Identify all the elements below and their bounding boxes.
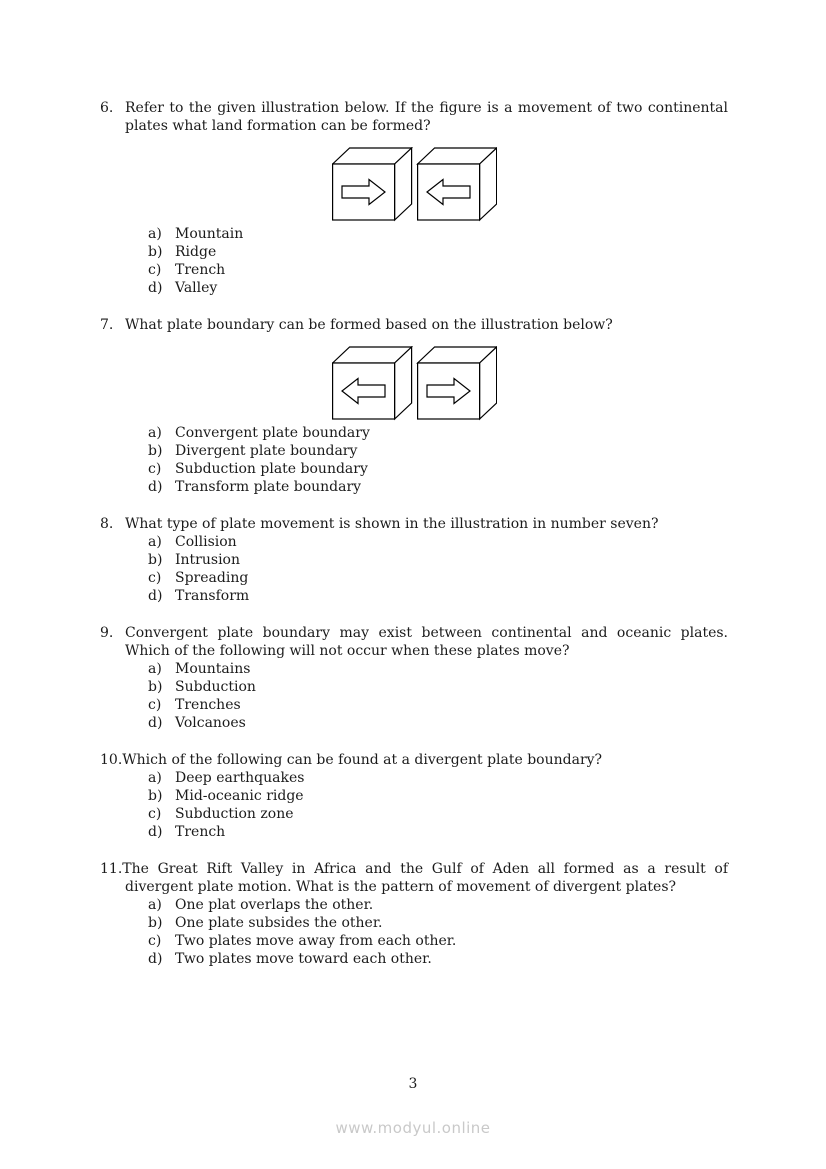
left-block: [332, 148, 411, 220]
choice-label: a): [148, 897, 162, 913]
choice-label: a): [148, 534, 162, 550]
choice-text: Divergent plate boundary: [175, 443, 358, 459]
choices: [148, 533, 728, 605]
choice: [148, 279, 728, 297]
choice-label: a): [148, 770, 162, 786]
choice: [148, 460, 728, 478]
choice-text: Deep earthquakes: [175, 770, 305, 786]
choice-label: c): [148, 933, 162, 949]
choice-label: c): [148, 461, 162, 477]
choice: [148, 551, 728, 569]
question-head: [100, 316, 728, 334]
question-text: Refer to the given illustration below. If the figure is a movement of two continental plates what land formation can be formed?: [125, 100, 728, 134]
choice-text: Mountain: [175, 226, 244, 242]
choice-label: b): [148, 443, 163, 459]
choice: [148, 787, 728, 805]
choice-label: a): [148, 425, 162, 441]
choice: [148, 533, 728, 551]
choice-text: Volcanoes: [175, 715, 246, 731]
question-number: 11.: [100, 861, 123, 877]
choice: [148, 932, 728, 950]
question-text: Which of the following can be found at a divergent plate boundary?: [122, 752, 603, 768]
choice: [148, 424, 728, 442]
choices: [148, 424, 728, 496]
choice-label: d): [148, 588, 163, 604]
choice-text: Intrusion: [175, 552, 240, 568]
choice-text: Trench: [175, 262, 226, 278]
choice-text: Transform: [175, 588, 250, 604]
choice-text: Subduction: [175, 679, 256, 695]
choice: [148, 261, 728, 279]
question-number: 8.: [100, 516, 114, 532]
choice-text: Mid-oceanic ridge: [175, 788, 304, 804]
choice-text: Ridge: [175, 244, 217, 260]
question-11: [100, 860, 728, 968]
choice: [148, 660, 728, 678]
choice: [148, 225, 728, 243]
choice-text: Subduction plate boundary: [175, 461, 368, 477]
question-head: [100, 751, 728, 769]
right-block: [417, 347, 496, 419]
question-9: [100, 624, 728, 732]
choice: [148, 769, 728, 787]
choice-label: c): [148, 697, 162, 713]
question-number: 7.: [100, 317, 114, 333]
choice: [148, 478, 728, 496]
choice-label: c): [148, 570, 162, 586]
question-number: 9.: [100, 625, 114, 641]
question-head: [100, 624, 728, 660]
choice: [148, 805, 728, 823]
question-text: Convergent plate boundary may exist between continental and oceanic plates. Which of the following will not occur when these plates move?: [125, 625, 728, 659]
choice-text: One plate subsides the other.: [175, 915, 383, 931]
page-number: 3: [408, 1076, 418, 1092]
choice-label: c): [148, 806, 162, 822]
choices: [148, 769, 728, 841]
choice: [148, 896, 728, 914]
choice: [148, 714, 728, 732]
choice: [148, 823, 728, 841]
question-head: [100, 515, 728, 533]
choice-label: b): [148, 788, 163, 804]
question-10: [100, 751, 728, 841]
choice-label: b): [148, 915, 163, 931]
page-content: [100, 99, 728, 987]
question-8: [100, 515, 728, 605]
convergent-plates-illustration: [100, 147, 728, 222]
choices: [148, 896, 728, 968]
choice-label: b): [148, 244, 163, 260]
choice: [148, 950, 728, 968]
choice-label: a): [148, 226, 162, 242]
question-text: The Great Rift Valley in Africa and the Gulf of Aden all formed as a result of divergent plate motion. What is the pattern of movement of divergent plates?: [122, 861, 728, 895]
choice: [148, 914, 728, 932]
convergent-plates-svg: [332, 147, 497, 222]
choice-text: Valley: [175, 280, 218, 296]
right-block: [417, 148, 496, 220]
divergent-plates-illustration: [100, 346, 728, 421]
choice-text: Subduction zone: [175, 806, 294, 822]
choice-label: d): [148, 479, 163, 495]
choices: [148, 660, 728, 732]
divergent-plates-svg: [332, 346, 497, 421]
choice-text: Transform plate boundary: [175, 479, 362, 495]
choice-text: Trench: [175, 824, 226, 840]
choice-label: d): [148, 824, 163, 840]
question-text: What plate boundary can be formed based on the illustration below?: [125, 317, 613, 333]
choice: [148, 587, 728, 605]
choice-text: Collision: [175, 534, 237, 550]
choice-label: d): [148, 715, 163, 731]
choice-text: One plat overlaps the other.: [175, 897, 374, 913]
choice-text: Spreading: [175, 570, 249, 586]
choice: [148, 696, 728, 714]
choice-label: c): [148, 262, 162, 278]
choice-text: Two plates move toward each other.: [175, 951, 432, 967]
choice-label: b): [148, 679, 163, 695]
question-text: What type of plate movement is shown in the illustration in number seven?: [125, 516, 659, 532]
question-head: [100, 860, 728, 896]
question-head: [100, 99, 728, 135]
choice-text: Trenches: [175, 697, 241, 713]
choice: [148, 678, 728, 696]
watermark: www.modyul.online: [335, 1119, 491, 1137]
question-7: [100, 316, 728, 496]
choices: [148, 225, 728, 297]
choice-label: d): [148, 951, 163, 967]
choice-text: Two plates move away from each other.: [175, 933, 457, 949]
choice-text: Mountains: [175, 661, 251, 677]
left-block: [332, 347, 411, 419]
choice: [148, 569, 728, 587]
question-6: [100, 99, 728, 297]
choice-label: b): [148, 552, 163, 568]
choice-label: d): [148, 280, 163, 296]
choice-label: a): [148, 661, 162, 677]
choice: [148, 442, 728, 460]
choice-text: Convergent plate boundary: [175, 425, 370, 441]
choice: [148, 243, 728, 261]
question-number: 6.: [100, 100, 114, 116]
question-number: 10.: [100, 752, 123, 768]
